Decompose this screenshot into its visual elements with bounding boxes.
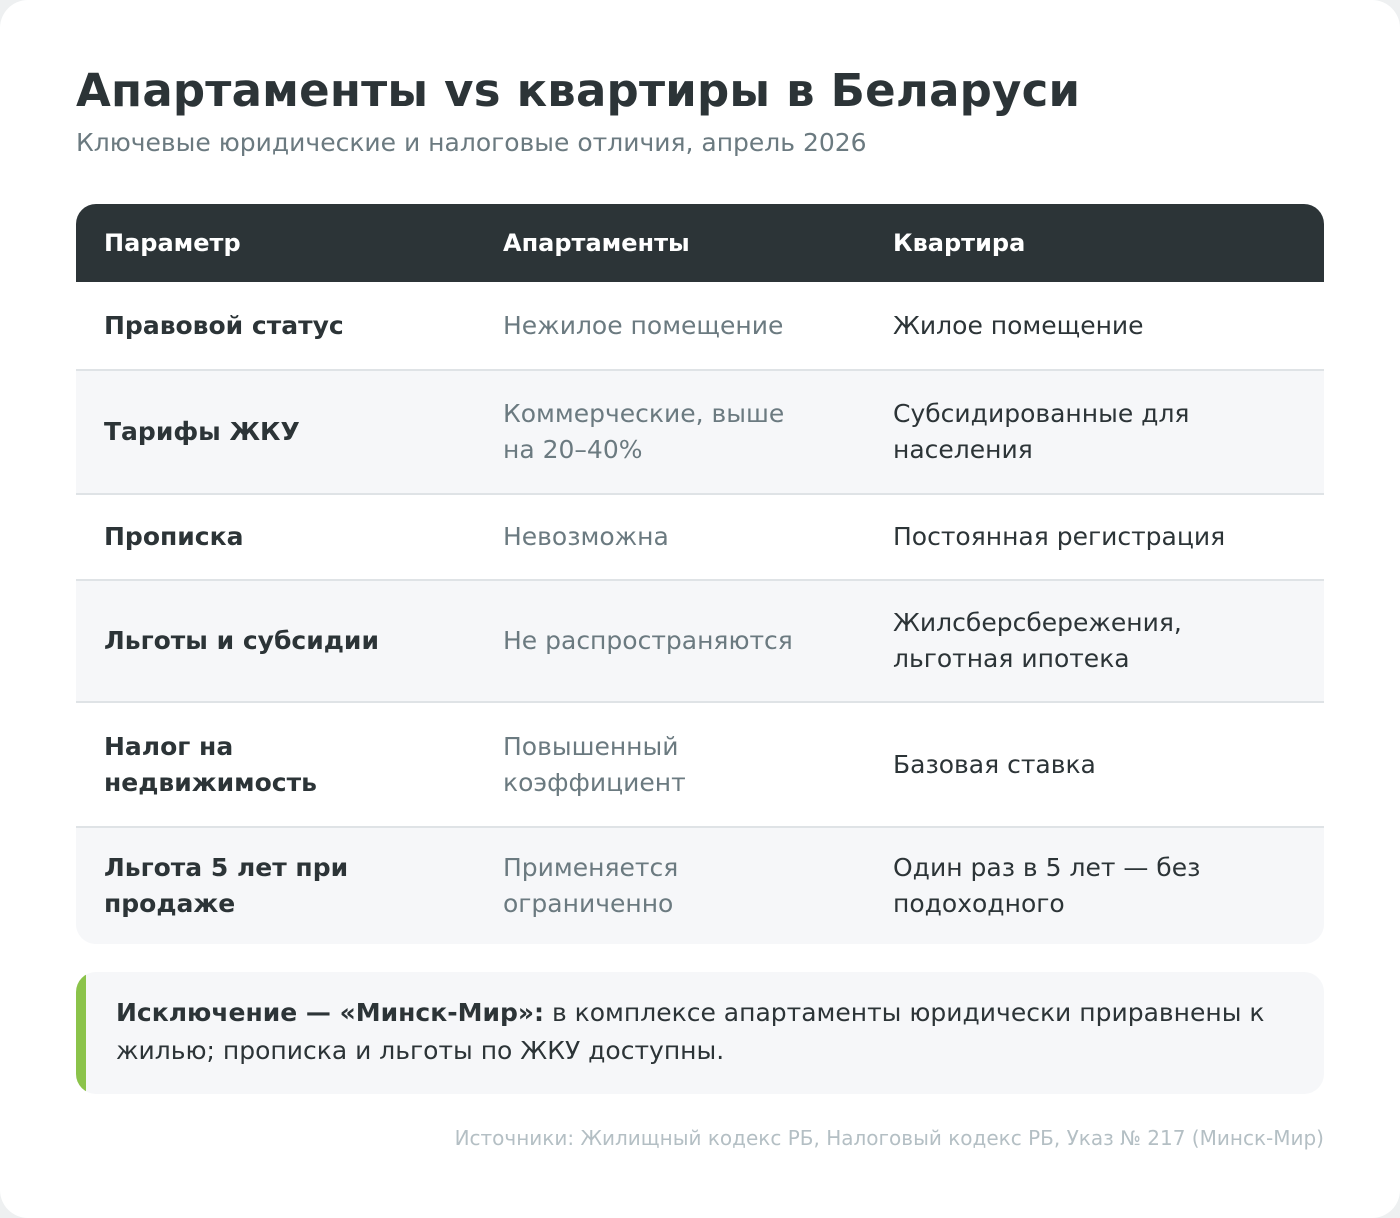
row-parameter [104, 828, 384, 944]
note-label: Исключение — «Минск-Мир»: [116, 998, 545, 1027]
row-apartments-text: Коммерческие, выше на 20–40% [503, 399, 785, 464]
row-apartments-text: Не распространяются [503, 626, 793, 655]
table-row [76, 495, 1324, 581]
row-apartments-text: Нежилое помещение [503, 310, 784, 340]
note-text [116, 994, 1296, 1070]
row-flat-text: Жилсберсбережения, льготная ипотека [893, 608, 1182, 673]
column-header-apartments: Апартаменты [503, 229, 690, 257]
row-parameter [104, 371, 474, 493]
row-flat-text: Базовая ставка [893, 749, 1096, 779]
table-header [76, 204, 1324, 282]
row-parameter-text: Налог на недвижимость [104, 731, 317, 797]
row-apartments-text: Применяется ограниченно [503, 853, 679, 918]
row-flat-value [893, 828, 1243, 944]
table-row [76, 282, 1324, 371]
row-flat-text: Жилое помещение [893, 310, 1144, 340]
comparison-table [76, 204, 1324, 944]
row-flat-text: Субсидированные для населения [893, 399, 1190, 464]
page-title: Апартаменты vs квартиры в Беларуси [76, 64, 1081, 117]
row-apartments-text: Повышенный коэффициент [503, 731, 686, 797]
row-flat-value [893, 703, 1313, 826]
row-apartments-value [503, 828, 773, 944]
row-flat-value [893, 282, 1313, 369]
row-apartments-value [503, 371, 823, 493]
row-apartments-value [503, 703, 773, 826]
note-accent-bar [76, 972, 86, 1094]
row-apartments-value [503, 282, 863, 369]
exception-note [76, 972, 1324, 1094]
row-parameter-text: Прописка [104, 522, 244, 551]
note-body: в комплексе апартаменты юридически приравнены к жилью; прописка и льготы по ЖКУ доступны. [116, 998, 1265, 1065]
table-row [76, 581, 1324, 703]
row-parameter-text: Льготы и субсидии [104, 626, 379, 655]
row-parameter-text: Тарифы ЖКУ [104, 417, 300, 446]
table-row [76, 828, 1324, 944]
row-flat-text: Один раз в 5 лет — без подоходного [893, 853, 1201, 918]
row-flat-value [893, 371, 1223, 493]
row-apartments-text: Невозможна [503, 522, 669, 551]
column-header-parameter: Параметр [104, 229, 241, 257]
row-parameter [104, 282, 474, 369]
source-footnote: Источники: Жилищный кодекс РБ, Налоговый кодекс РБ, Указ № 217 (Минск-Мир) [454, 1126, 1324, 1150]
row-flat-value [893, 581, 1223, 701]
row-flat-text: Постоянная регистрация [893, 522, 1226, 551]
column-header-flat: Квартира [893, 229, 1026, 257]
row-parameter [104, 703, 404, 826]
row-apartments-value [503, 581, 863, 701]
row-apartments-value [503, 495, 863, 579]
row-flat-value [893, 495, 1313, 579]
row-parameter [104, 581, 474, 701]
table-row [76, 371, 1324, 495]
row-parameter [104, 495, 474, 579]
page-subtitle: Ключевые юридические и налоговые отличия, апрель 2026 [76, 128, 867, 157]
row-parameter-text: Правовой статус [104, 310, 344, 340]
table-row [76, 703, 1324, 828]
row-parameter-text: Льгота 5 лет при продаже [104, 853, 349, 918]
